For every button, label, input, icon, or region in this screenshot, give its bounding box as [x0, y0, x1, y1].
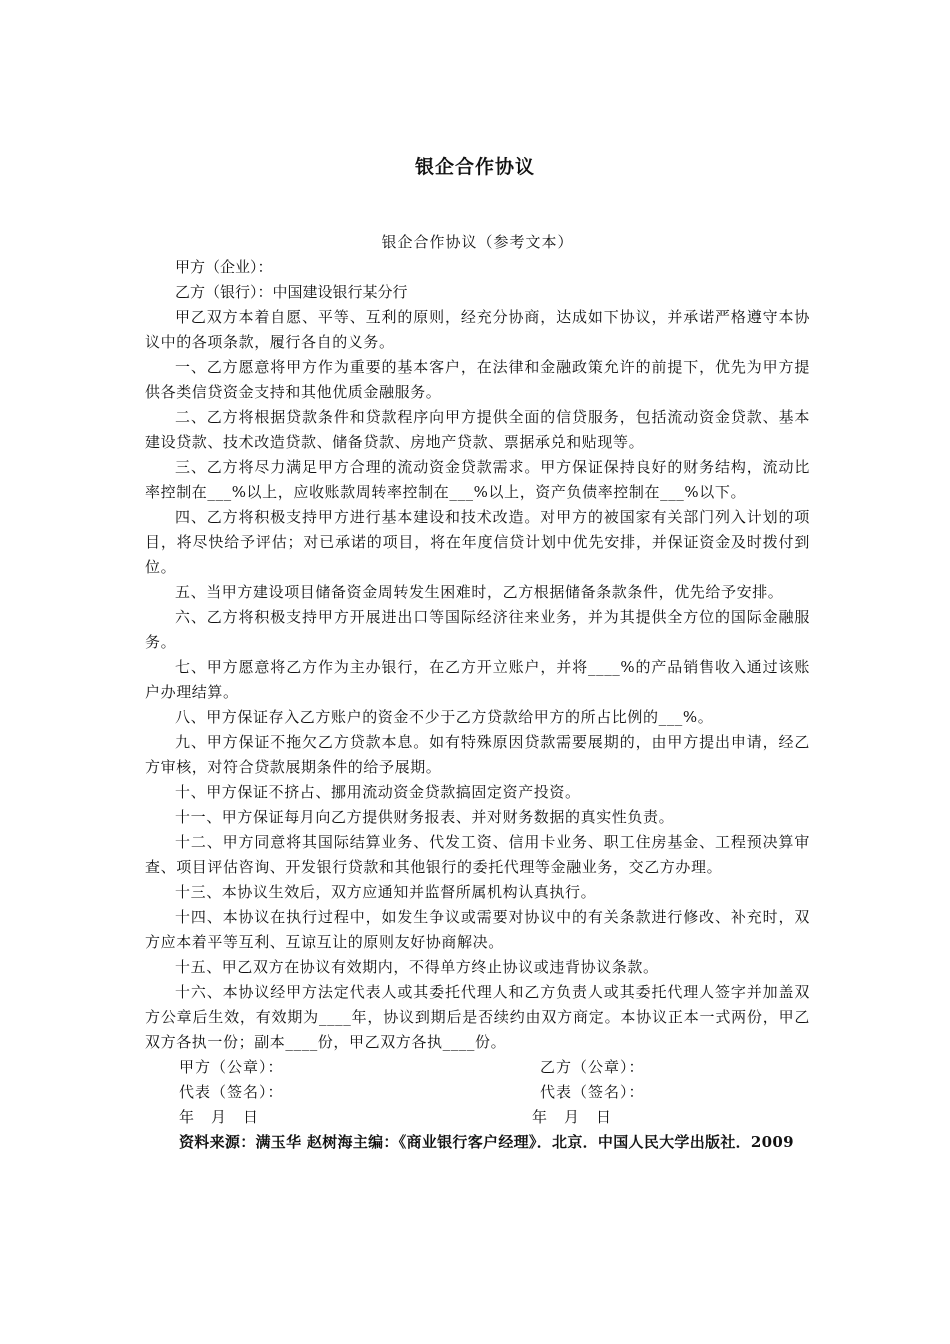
clause-15: 十五、甲乙双方在协议有效期内，不得单方终止协议或违背协议条款。 — [175, 958, 659, 976]
party-a-representative-label: 代表（签名）： — [179, 1083, 284, 1101]
agreement-subtitle: 银企合作协议（参考文本） — [381, 233, 574, 251]
party-a-date-label: 年 月 日 — [179, 1108, 260, 1126]
clause-1: 一、乙方愿意将甲方作为重要的基本客户，在法律和金融政策允许的前提下，优先为甲方提供各类信贷资金支持和其他优质金融服务。 — [145, 358, 810, 401]
clause-11: 十一、甲方保证每月向乙方提供财务报表、并对财务数据的真实性负责。 — [175, 808, 675, 826]
document-title: 银企合作协议 — [414, 156, 535, 178]
party-b-date-label: 年 月 日 — [532, 1108, 613, 1126]
clause-7: 七、甲方愿意将乙方作为主办银行，在乙方开立账户，并将____%的产品销售收入通过该账户办理结算。 — [145, 658, 810, 701]
clause-4: 四、乙方将积极支持甲方进行基本建设和技术改造。对甲方的被国家有关部门列入计划的项目，将尽快给予评估；对已承诺的项目，将在年度信贷计划中优先安排，并保证资金及时拨付到位。 — [145, 508, 810, 576]
clause-6: 六、乙方将积极支持甲方开展进出口等国际经济往来业务，并为其提供全方位的国际金融服务。 — [145, 608, 810, 651]
clause-12: 十二、甲方同意将其国际结算业务、代发工资、信用卡业务、职工住房基金、工程预决算审查、项目评估咨询、开发银行贷款和其他银行的委托代理等金融业务，交乙方办理。 — [145, 833, 810, 876]
representative-row — [145, 1080, 810, 1105]
agreement-body — [145, 230, 810, 1155]
party-b-line: 乙方（银行）：中国建设银行某分行 — [175, 283, 408, 301]
party-b-representative-label: 代表（签名）： — [540, 1083, 645, 1101]
clause-13: 十三、本协议生效后，双方应通知并监督所属机构认真执行。 — [175, 883, 597, 901]
clause-5: 五、当甲方建设项目储备资金周转发生困难时，乙方根据储备条款条件，优先给予安排。 — [175, 583, 784, 601]
preamble-paragraph: 甲乙双方本着自愿、平等、互利的原则，经充分协商，达成如下协议，并承诺严格遵守本协议中的各项条款，履行各自的义务。 — [145, 308, 810, 351]
clause-9: 九、甲方保证不拖欠乙方贷款本息。如有特殊原因贷款需要展期的，由甲方提出申请，经乙方审核，对符合贷款展期条件的给予展期。 — [145, 733, 810, 776]
clause-8: 八、甲方保证存入乙方账户的资金不少于乙方贷款给甲方的所占比例的___%。 — [175, 708, 714, 726]
source-citation: 资料来源：满玉华 赵树海主编：《商业银行客户经理》．北京．中国人民大学出版社．2009 — [179, 1133, 794, 1151]
party-a-seal-label: 甲方（公章）： — [179, 1058, 284, 1076]
clause-16: 十六、本协议经甲方法定代表人或其委托代理人和乙方负责人或其委托代理人签字并加盖双方公章后生效，有效期为____年，协议到期后是否续约由双方商定。本协议正本一式两份，甲乙双方各执一份；副本____份，甲乙双方各执____份。 — [145, 983, 810, 1051]
date-row — [145, 1105, 810, 1130]
party-a-line: 甲方（企业）： — [175, 258, 273, 276]
clause-14: 十四、本协议在执行过程中，如发生争议或需要对协议中的有关条款进行修改、补充时，双方应本着平等互利、互谅互让的原则友好协商解决。 — [145, 908, 810, 951]
party-b-seal-label: 乙方（公章）： — [540, 1058, 645, 1076]
clause-2: 二、乙方将根据贷款条件和贷款程序向甲方提供全面的信贷服务，包括流动资金贷款、基本建设贷款、技术改造贷款、储备贷款、房地产贷款、票据承兑和贴现等。 — [145, 408, 810, 451]
seal-row — [145, 1055, 810, 1080]
clause-3: 三、乙方将尽力满足甲方合理的流动资金贷款需求。甲方保证保持良好的财务结构，流动比率控制在___%以上，应收账款周转率控制在___%以上，资产负债率控制在___%以下。 — [145, 458, 810, 501]
clause-10: 十、甲方保证不挤占、挪用流动资金贷款搞固定资产投资。 — [175, 783, 581, 801]
